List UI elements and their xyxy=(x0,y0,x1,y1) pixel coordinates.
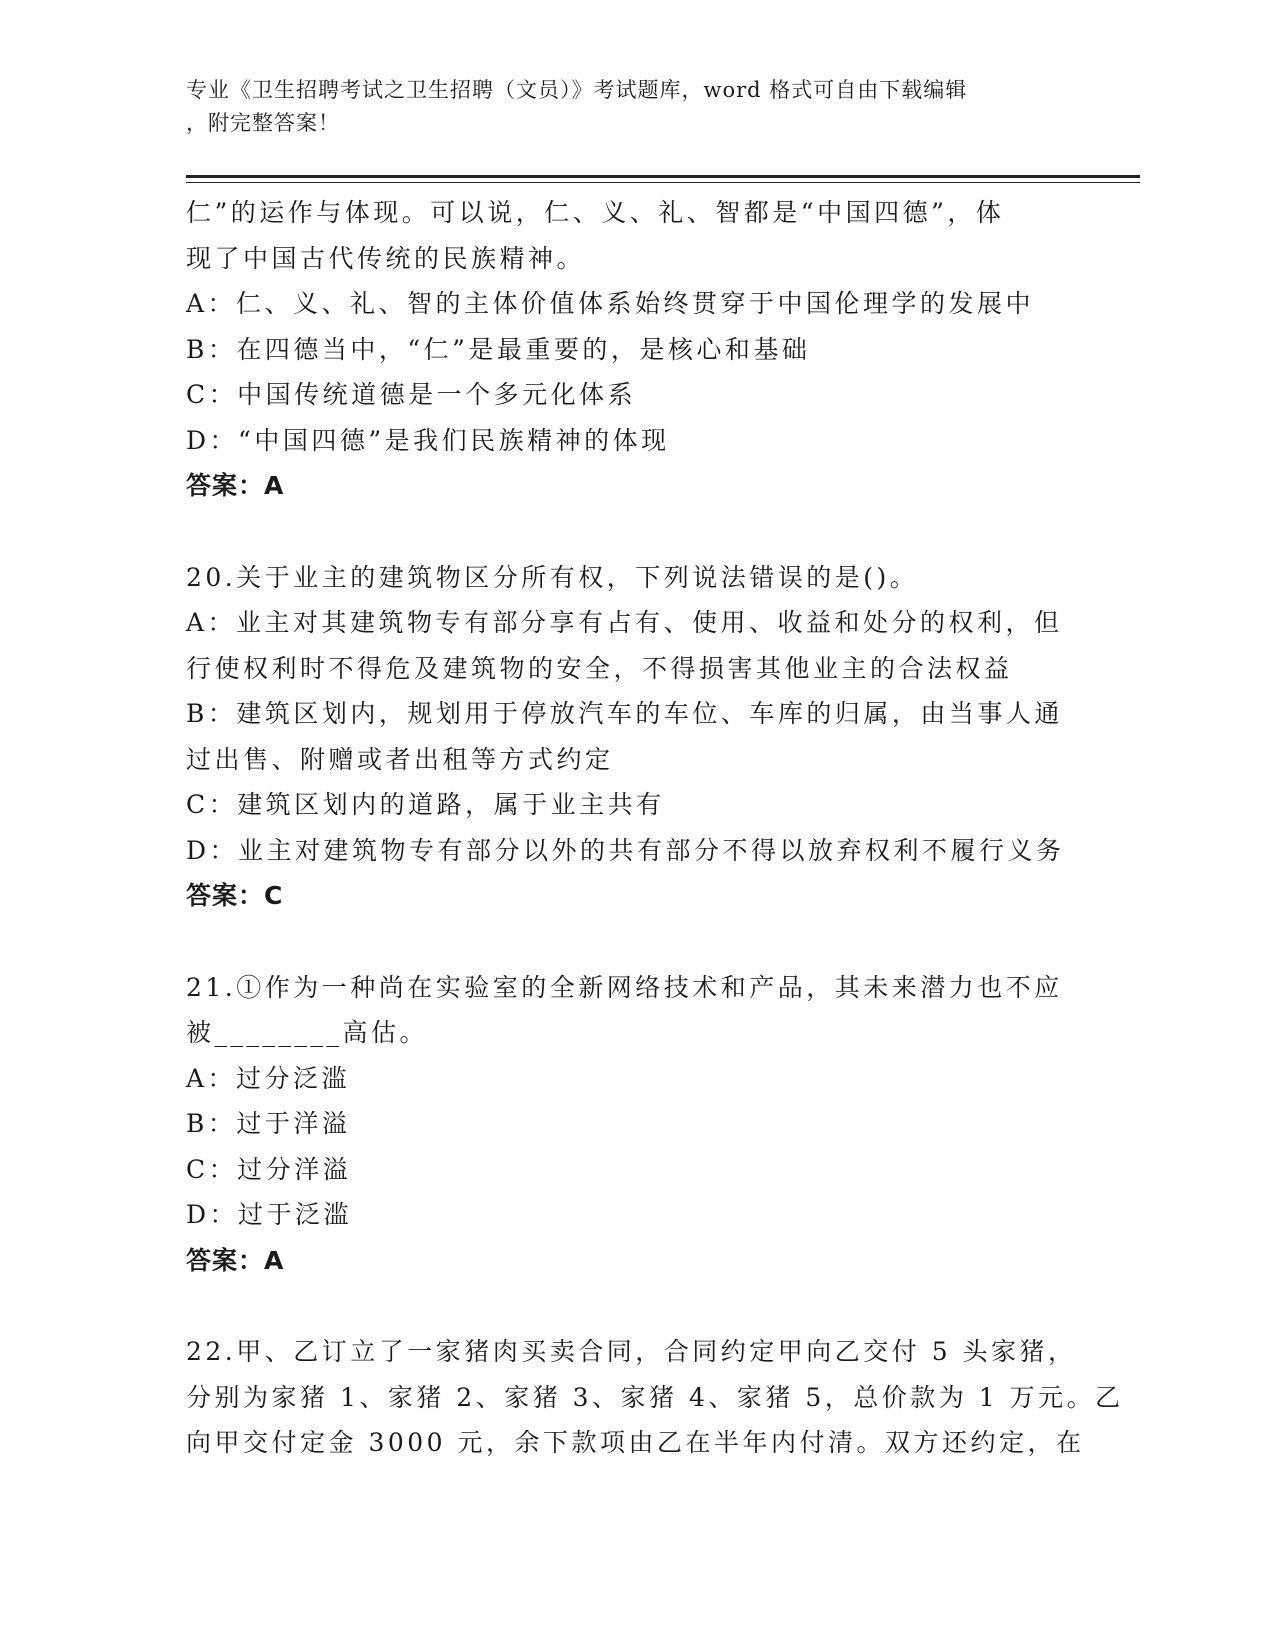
option-b: B：建筑区划内，规划用于停放汽车的车位、车库的归属，由当事人通 xyxy=(186,699,1063,728)
option-c: C：中国传统道德是一个多元化体系 xyxy=(186,380,637,409)
option-b-continued: 过出售、附赠或者出租等方式约定 xyxy=(186,744,614,774)
question-stem-line: 现了中国古代传统的民族精神。 xyxy=(186,243,586,273)
question-stem-line: 22.甲、乙订立了一家猪肉买卖合同，合同约定甲向乙交付 5 头家猪， xyxy=(186,1337,1077,1366)
question-stem-line: 被________高估。 xyxy=(186,1018,429,1047)
option-d: D：业主对建筑物专有部分以外的共有部分不得以放弃权利不履行义务 xyxy=(186,835,1065,865)
question-19 xyxy=(186,190,1066,509)
option-a: A：业主对其建筑物专有部分享有占有、使用、收益和处分的权利，但 xyxy=(186,608,1063,637)
header-line-1: 专业《卫生招聘考试之卫生招聘（文员）》考试题库，word 格式可自由下载编辑 xyxy=(186,78,968,102)
option-a: A：仁、义、礼、智的主体价值体系始终贯穿于中国伦理学的发展中 xyxy=(186,289,1035,318)
option-c: C：过分洋溢 xyxy=(186,1154,352,1184)
header-divider-thick xyxy=(186,175,1140,178)
question-content xyxy=(186,190,1124,1466)
question-20 xyxy=(186,555,1066,919)
question-22 xyxy=(186,1329,1124,1466)
page-header xyxy=(186,74,1066,140)
option-d: D：“中国四德”是我们民族精神的体现 xyxy=(186,425,670,455)
option-d: D：过于泛滥 xyxy=(186,1200,353,1229)
option-b: B：在四德当中，“仁”是最重要的，是核心和基础 xyxy=(186,334,811,364)
question-stem-line: 21.①作为一种尚在实验室的全新网络技术和产品，其未来潜力也不应 xyxy=(186,972,1063,1002)
option-a-continued: 行使权利时不得危及建筑物的安全，不得损害其他业主的合法权益 xyxy=(186,653,1013,683)
question-spacer xyxy=(186,919,1066,965)
question-spacer xyxy=(186,509,1066,555)
header-divider-thin xyxy=(186,182,1140,183)
question-stem-line: 仁”的运作与体现。可以说，仁、义、礼、智都是“中国四德”，体 xyxy=(186,198,1005,227)
question-stem-line: 向甲交付定金 3000 元，余下款项由乙在半年内付清。双方还约定，在 xyxy=(186,1428,1085,1457)
question-spacer xyxy=(186,1283,1066,1329)
question-stem-line: 分别为家猪 1、家猪 2、家猪 3、家猪 4、家猪 5，总价款为 1 万元。乙 xyxy=(186,1382,1124,1412)
header-line-2: ，附完整答案！ xyxy=(186,111,340,135)
answer-label: 答案：A xyxy=(186,1245,285,1275)
option-c: C：建筑区划内的道路，属于业主共有 xyxy=(186,790,665,819)
question-stem-line: 20.关于业主的建筑物区分所有权，下列说法错误的是()。 xyxy=(186,562,919,592)
option-a: A：过分泛滥 xyxy=(186,1063,351,1093)
option-b: B：过于洋溢 xyxy=(186,1109,351,1138)
question-21 xyxy=(186,965,1066,1284)
answer-label: 答案：A xyxy=(186,471,285,500)
answer-label: 答案：C xyxy=(186,881,284,910)
